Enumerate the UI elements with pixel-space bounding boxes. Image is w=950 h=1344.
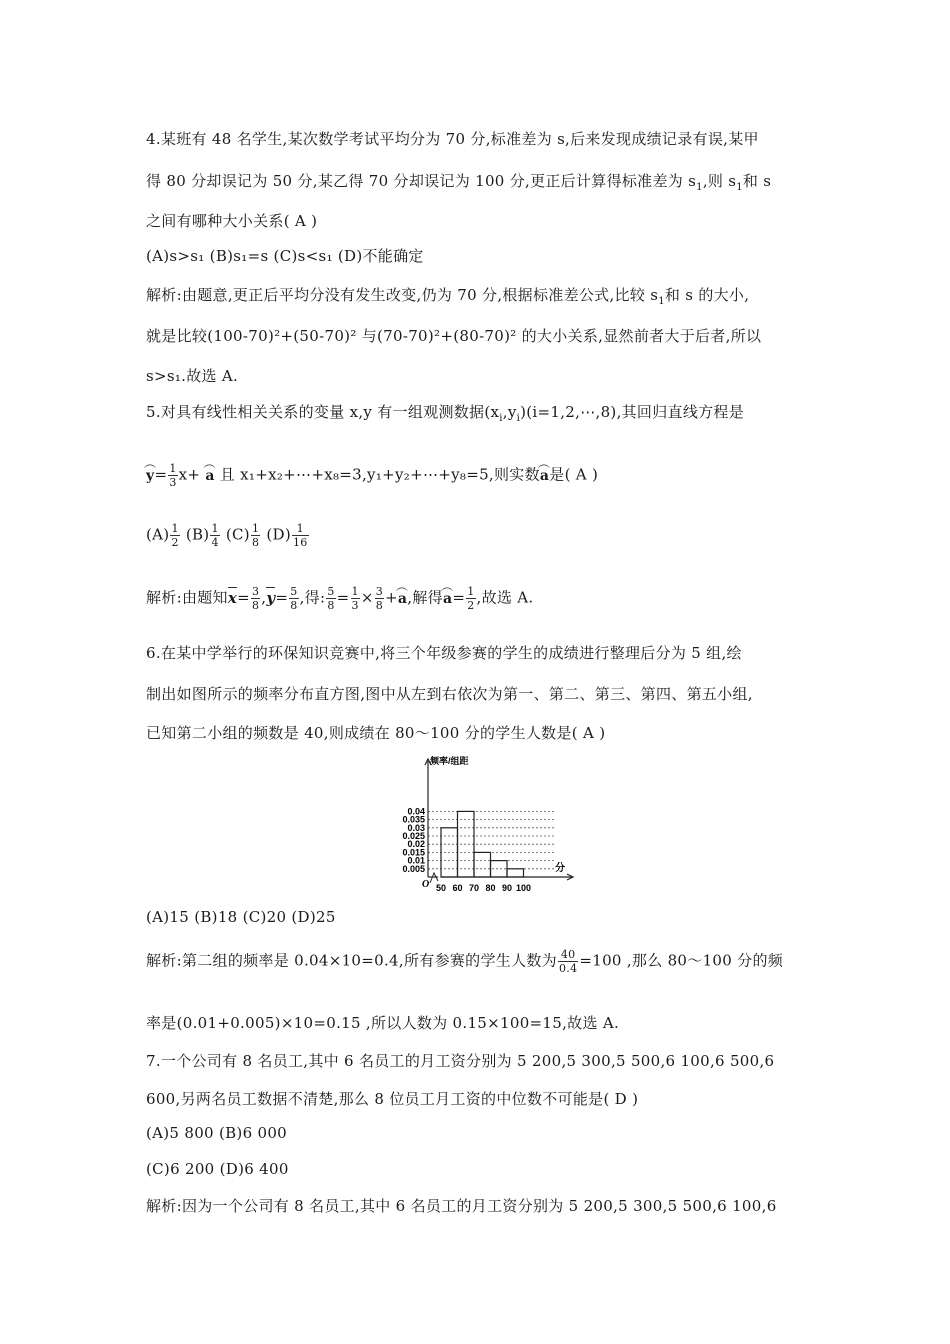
q6-line2: 制出如图所示的频率分布直方图,图中从左到右依次为第一、第二、第三、第四、第五小组, [146, 685, 753, 703]
a-hat-2: ︵ a [540, 468, 549, 484]
y-tick-label: 0.04 [407, 806, 425, 817]
x-tick-label: 90 [501, 883, 513, 893]
q6-line1: 6.在某中学举行的环保知识竞赛中,将三个年级参赛的学生的成绩进行整理后分为 5 组,绘 [146, 644, 742, 662]
y-tick-label: 0.02 [407, 839, 425, 850]
q4-line1: 4.某班有 48 名学生,某次数学考试平均分为 70 分,标准差为 s,后来发现成绩记录有误,某甲 [146, 130, 759, 148]
q4-line2: 得 80 分却误记为 50 分,某乙得 70 分却误记为 100 分,更正后计算得标准差为 $s_1$,则 $s_1$和 s [146, 172, 772, 193]
q5-solution: 解析:由题知x= $\frac{3}{8}$ ,y= $\frac{5}{8}$ ,得: $\frac{5}{8}$ = $\frac{1}{3}$ × $\frac{3}{8}$ +︵ a,解得︵ a= $\frac{1}{2}$ ,故选 A. [146, 585, 533, 612]
axis-break [430, 873, 438, 883]
y-hat: ︵ y [146, 468, 154, 484]
x-tick-label: 100 [515, 883, 532, 893]
q5-line1: 5.对具有线性相关关系的变量 x,y 有一组观测数据$(x_i,y_i)(i=1,2,\cdots,8)$,其回归直线方程是 [146, 403, 745, 424]
q6-solution-line2: 率是(0.01+0.005)×10=0.15 ,所以人数为 0.15×100=15,故选 A. [146, 1014, 620, 1032]
histogram-bar [507, 869, 524, 877]
q6-options: (A)15 (B)18 (C)20 (D)25 [146, 908, 336, 926]
q5-options: (A) $\frac{1}{2}$ (B) $\frac{1}{4}$ (C) $\frac{1}{8}$ (D) $\frac{1}{16}$ [146, 522, 308, 549]
y-axis-label: 频率/组距 [430, 756, 469, 766]
q4-solution-line1: 解析:由题意,更正后平均分没有发生改变,仍为 70 分,根据标准差公式,比较 $s_1$和 s 的大小, [146, 286, 750, 307]
x-tick-label: 60 [452, 883, 463, 893]
y-tick-label: 0.025 [402, 831, 425, 841]
x-axis-label: 分 [555, 863, 565, 874]
q4-line3: 之间有哪种大小关系( A ) [146, 212, 318, 230]
x-tick-label: 70 [468, 883, 480, 893]
q6-solution-line1: 解析:第二组的频率是 0.04×10=0.4,所有参赛的学生人数为 $\frac{40}{0.4}$ =100 ,那么 80～100 分的频 [146, 948, 784, 975]
y-tick-label: 0.005 [402, 863, 425, 874]
q7-line2: 600,另两名员工数据不清楚,那么 8 位员工月工资的中位数不可能是( D ) [146, 1090, 639, 1108]
x-tick-label: 50 [435, 883, 447, 893]
q7-line1: 7.一个公司有 8 名员工,其中 6 名员工的月工资分别为 5 200,5 300,5 500,6 100,6 500,6 [146, 1052, 775, 1070]
q4-options: (A)s>s₁ (B)s₁=s (C)s<s₁ (D)不能确定 [146, 247, 424, 265]
frequency-histogram [383, 755, 583, 897]
a-hat: ︵ a [205, 468, 214, 484]
q4-solution-line2: 就是比较(100-70)²+(50-70)² 与(70-70)²+(80-70)² 的大小关系,显然前者大于后者,所以 [146, 327, 762, 345]
y-tick-label: 0.03 [407, 822, 425, 833]
y-tick-label: 0.01 [407, 855, 425, 866]
q6-line3: 已知第二小组的频数是 40,则成绩在 80～100 分的学生人数是( A ) [146, 724, 606, 742]
y-tick-label: 0.035 [402, 814, 425, 825]
histogram-bar [474, 852, 491, 877]
origin-label: O [422, 879, 430, 890]
q5-equation-line: ︵ y= $\frac{1}{3}$ x+ ︵ a 且 x₁+x₂+⋯+x₈=3,y₁+y₂+⋯+y₈=5,则实数︵ a是( A ) [146, 462, 598, 489]
fraction-one-third: $\frac{1}{3}$ [169, 462, 177, 489]
y-tick-label: 0.015 [402, 847, 425, 858]
x-tick-label: 80 [485, 883, 496, 893]
q7-solution-line1: 解析:因为一个公司有 8 名员工,其中 6 名员工的月工资分别为 5 200,5 300,5 500,6 100,6 [146, 1197, 777, 1215]
q7-options-cd: (C)6 200 (D)6 400 [146, 1160, 289, 1178]
q7-options-ab: (A)5 800 (B)6 000 [146, 1124, 288, 1142]
q4-solution-line3: s>s₁.故选 A. [146, 367, 239, 385]
